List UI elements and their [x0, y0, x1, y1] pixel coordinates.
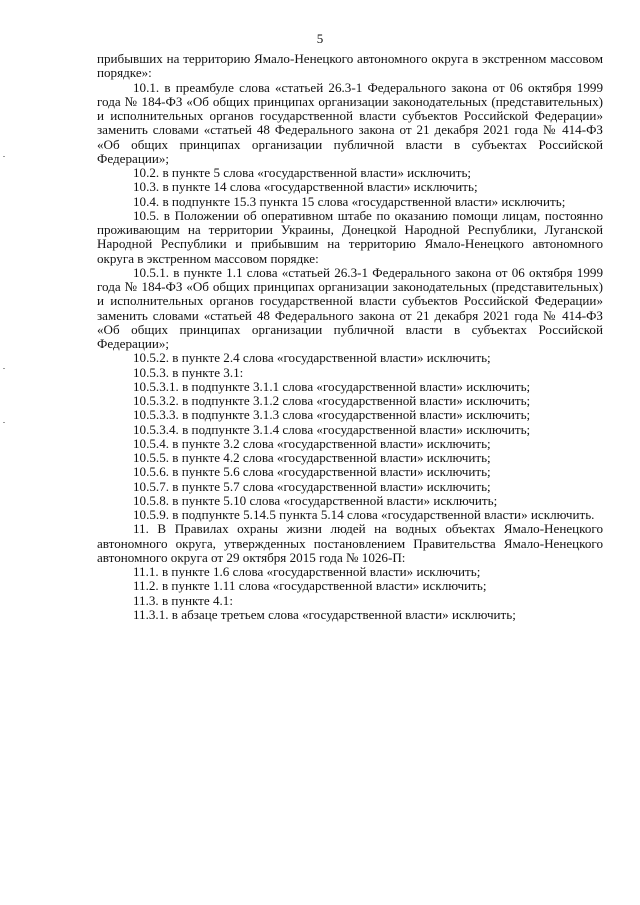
paragraph: прибывших на территорию Ямало-Ненецкого автономного округа в экстренном массовом порядке»: [97, 51, 603, 81]
paragraph: 11.3. в пункте 4.1: [133, 592, 233, 608]
paragraph: 10.5.8. в пункте 5.10 слова «государственной власти» исключить; [133, 492, 498, 508]
page-number: 5 [316, 31, 324, 46]
paragraph: 10.5. в Положении об оперативном штабе по оказанию помощи лицам, постоянно проживающим на территории Украины, Донецкой Народной Республики, Луганской Народной Республики и прибывшим на территорию Ямало-Ненецкого автономного округа в экстренном массовом порядке: [97, 207, 603, 266]
paragraph: 10.5.6. в пункте 5.6 слова «государственной власти» исключить; [133, 464, 491, 480]
paragraph: 10.5.3.2. в подпункте 3.1.2 слова «государственной власти» исключить; [133, 393, 531, 408]
paragraph: 10.5.4. в пункте 3.2 слова «государственной власти» исключить; [133, 435, 491, 451]
scan-mark [3, 156, 5, 157]
paragraph: 10.5.5. в пункте 4.2 слова «государственной власти» исключить; [133, 450, 491, 465]
paragraph: 11.1. в пункте 1.6 слова «государственной власти» исключить; [133, 564, 481, 579]
paragraph: 10.5.3.4. в подпункте 3.1.4 слова «государственной власти» исключить; [133, 421, 531, 437]
paragraph: 10.5.1. в пункте 1.1 слова «статьей 26.3-1 Федерального закона от 06 октября 1999 года № 184-ФЗ «Об общих принципах организации законодательных (представительных) и исполнительных органов государственной власти субъектов Российской Федерации» заменить словами «статьей 48 Федерального закона от 21 декабря 2021 года № 414-ФЗ «Об общих принципах организации публичной власти в субъектах Российской Федерации»; [97, 264, 603, 351]
paragraph: 10.2. в пункте 5 слова «государственной власти» исключить; [133, 165, 472, 180]
paragraph: 10.5.3. в пункте 3.1: [133, 364, 244, 380]
scan-mark [3, 368, 5, 369]
paragraph: 11.2. в пункте 1.11 слова «государственной власти» исключить; [133, 578, 487, 594]
paragraph: 10.5.9. в подпункте 5.14.5 пункта 5.14 слова «государственной власти» исключить. [133, 507, 595, 522]
paragraph: 10.5.2. в пункте 2.4 слова «государственной власти» исключить; [133, 350, 491, 366]
paragraph: 11.3.1. в абзаце третьем слова «государственной власти» исключить; [133, 606, 516, 622]
paragraph: 10.5.7. в пункте 5.7 слова «государственной власти» исключить; [133, 478, 491, 494]
document-body [97, 52, 603, 622]
paragraph: 10.4. в подпункте 15.3 пункта 15 слова «государственной власти» исключить; [133, 193, 566, 209]
paragraph: 10.5.3.1. в подпункте 3.1.1 слова «государственной власти» исключить; [133, 378, 531, 394]
paragraph: 11. В Правилах охраны жизни людей на водных объектах Ямало-Ненецкого автономного округа, утвержденных постановлением Правительства Ямало-Ненецкого автономного округа от 29 октября 2015 года № 1026-П: [97, 521, 603, 565]
scan-mark [3, 422, 5, 423]
paragraph: 10.3. в пункте 14 слова «государственной власти» исключить; [133, 179, 478, 195]
paragraph: 10.1. в преамбуле слова «статьей 26.3-1 Федерального закона от 06 октября 1999 года № 184-ФЗ «Об общих принципах организации законодательных (представительных) и исполнительных органов государственной власти субъектов Российской Федерации» заменить словами «статьей 48 Федерального закона от 21 декабря 2021 года № 414-ФЗ «Об общих принципах организации публичной власти в субъектах Российской Федерации»; [97, 79, 603, 166]
paragraph: 10.5.3.3. в подпункте 3.1.3 слова «государственной власти» исключить; [133, 407, 531, 423]
